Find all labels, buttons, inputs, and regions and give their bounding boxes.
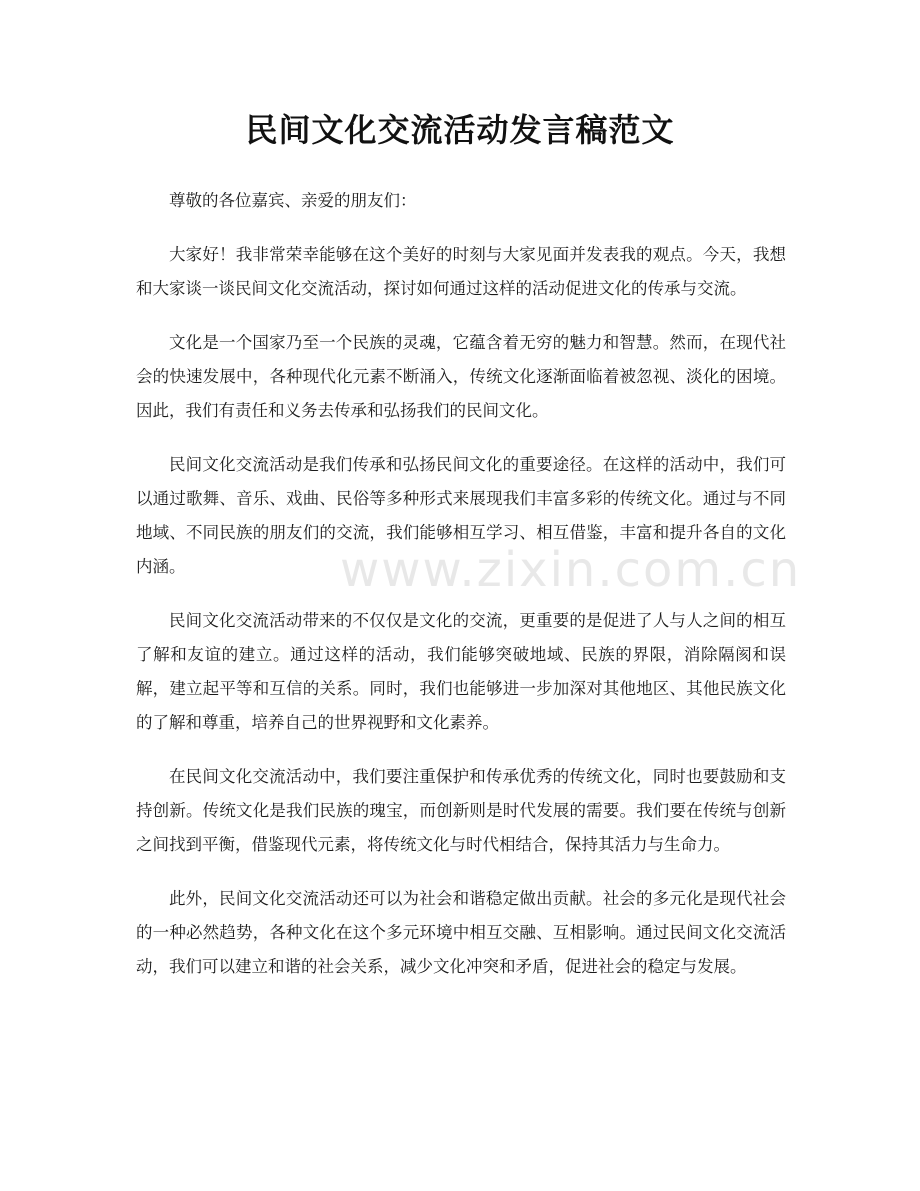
paragraph-4: 民间文化交流活动带来的不仅仅是文化的交流，更重要的是促进了人与人之间的相互了解和友谊的建立。通过这样的活动，我们能够突破地域、民族的界限，消除隔阂和误解，建立起平等和互信的关系。同时，我们也能够进一步加深对其他地区、其他民族文化的了解和尊重，培养自己的世界视野和文化素养。 [136,611,786,732]
paragraph-5: 在民间文化交流活动中，我们要注重保护和传承优秀的传统文化，同时也要鼓励和支持创新。传统文化是我们民族的瑰宝，而创新则是时代发展的需要。我们要在传统与创新之间找到平衡，借鉴现代元素，将传统文化与时代相结合，保持其活力与生命力。 [136,767,786,854]
greeting: 尊敬的各位嘉宾、亲爱的朋友们： [169,191,417,210]
paragraph-2: 文化是一个国家乃至一个民族的灵魂，它蕴含着无穷的魅力和智慧。然而，在现代社会的快速发展中，各种现代化元素不断涌入，传统文化逐渐面临着被忽视、淡化的困境。因此，我们有责任和义务去传承和弘扬我们的民间文化。 [136,333,786,420]
document-title: 民间文化交流活动发言稿范文 [245,111,675,149]
paragraph-6: 此外，民间文化交流活动还可以为社会和谐稳定做出贡献。社会的多元化是现代社会的一种必然趋势，各种文化在这个多元环境中相互交融、互相影响。通过民间文化交流活动，我们可以建立和谐的社会关系，减少文化冲突和矛盾，促进社会的稳定与发展。 [136,889,786,976]
document-body [136,184,802,1004]
paragraph-1: 大家好！我非常荣幸能够在这个美好的时刻与大家见面并发表我的观点。今天，我想和大家谈一谈民间文化交流活动，探讨如何通过这样的活动促进文化的传承与交流。 [136,245,786,298]
watermark: www.zixin.com.cn [340,542,802,598]
paragraph-3: 民间文化交流活动是我们传承和弘扬民间文化的重要途径。在这样的活动中，我们可以通过歌舞、音乐、戏曲、民俗等多种形式来展现我们丰富多彩的传统文化。通过与不同地域、不同民族的朋友们的交流，我们能够相互学习、相互借鉴，丰富和提升各自的文化内涵。 [136,455,786,576]
